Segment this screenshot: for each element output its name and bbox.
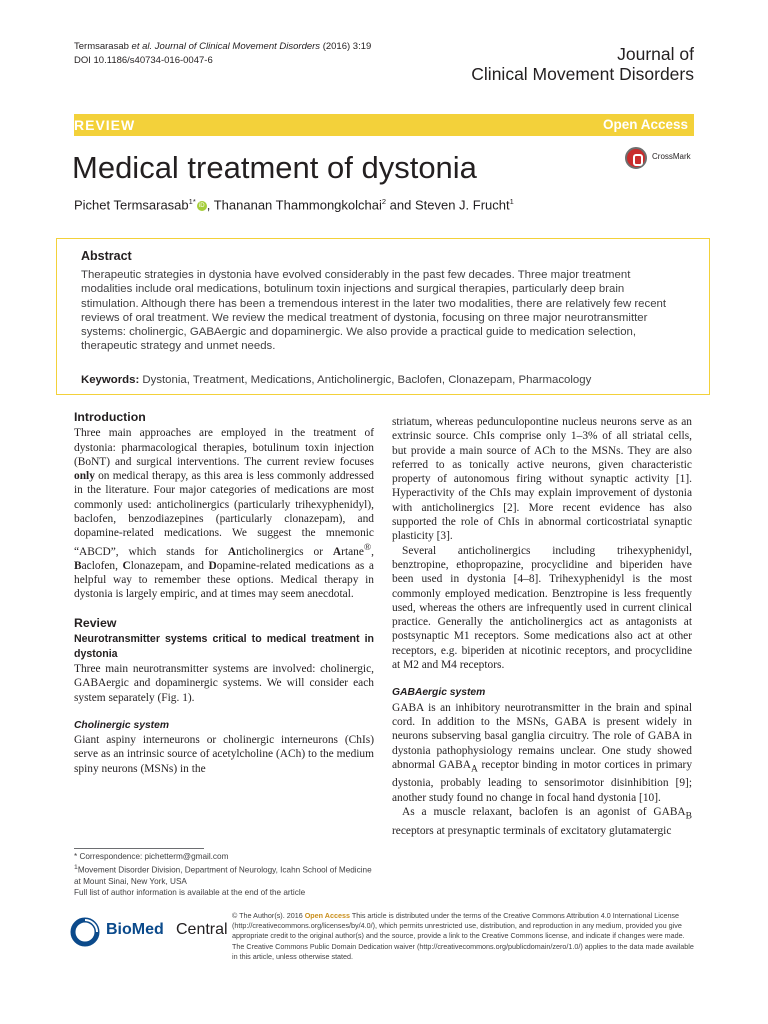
mnemonic-anticholinergics: nticholinergics or: [236, 545, 333, 558]
affiliation-line: [74, 862, 374, 887]
cholinergic-heading: Cholinergic system: [74, 719, 169, 731]
gaba-text-a: GABA is an inhibitory neurotransmitter in the brain and spinal cord. In addition to the MSNs, GABA is present widely in neurons subserving basal ganglia circuitry. The role of GABA in dystonia pathophysiology remains unclear. One study showed abnormal GABA: [392, 701, 692, 771]
orcid-icon[interactable]: iD: [197, 201, 207, 211]
gabaergic-heading: GABAergic system: [392, 687, 486, 699]
biomed-text: BioMed: [106, 921, 164, 938]
correspondence-line[interactable]: * Correspondence: pichetterm@gmail.com: [74, 852, 229, 861]
author-3-affiliation: 1: [509, 197, 514, 206]
biomed-central-logo[interactable]: [70, 915, 240, 955]
mnemonic-c: C: [122, 559, 131, 572]
mnemonic-clonazepam: lonazepam, and: [130, 559, 209, 572]
right-paragraph-1: striatum, whereas pedunculopontine nucleus neurons serve as an extrinsic source. ChIs comprise only 1–3% of all striatal cells, but provide a main source of ACh to the MSNs. They are also referred to as tonically active neurons, given characteristic property of autonomous firing without synaptic activity [1]. Hyperactivity of the ChIs may explain improvement of dystonia with anticholinergics [2]. More recent evidence has also supported the role of ChIs in abnormal corticostriatal synaptic plasticity [3].: [392, 416, 692, 543]
left-column: [74, 410, 374, 776]
biomed-central-icon: [70, 917, 100, 947]
license-body: This article is distributed under the terms of the Creative Commons Attribution 4.0 International License (http://creativecommons.org/licenses/by/4.0/), which permits unrestricted use, distribution, and reproduction in any medium, provided you give appropriate credit to the original author(s) and the source, provide a link to the Creative Commons license, and indicate if changes were made. The Creative Commons Public Domain Dedication waiver (http://creativecommons.org/publicdomain/zero/1.0/) applies to the data made available in this article, unless otherwise stated.: [232, 911, 694, 961]
full-author-info: Full list of author information is available at the end of the article: [74, 887, 306, 897]
footnote-rule: [74, 848, 204, 849]
author-3[interactable]: and Steven J. Frucht: [386, 197, 510, 213]
author-2[interactable]: , Thananan Thammongkolchai: [206, 197, 382, 213]
intro-emphasis-only: only: [74, 470, 95, 483]
journal-name-line2: Clinical Movement Disorders: [471, 64, 694, 84]
crossmark-badge[interactable]: [625, 147, 725, 171]
citation-header: [74, 40, 371, 68]
abstract-heading: Abstract: [81, 249, 132, 263]
baclofen-text-b: receptors at presynaptic terminals of excitatory glutamatergic: [392, 824, 672, 837]
review-paragraph: Three main neurotransmitter systems are involved: cholinergic, GABAergic and dopaminergic systems. We will consider each system separately (Fig. 1).: [74, 662, 374, 704]
mnemonic-a2: A: [332, 545, 342, 558]
mnemonic-dopamine: opamine-related medications as a helpful way to remember these options. Medical therapy in dystonia is largely empiric, and at times may seem anecdotal.: [74, 559, 374, 601]
gaba-subscript-b: B: [685, 811, 692, 822]
citation-journal: et al. Journal of Clinical Movement Disorders: [128, 41, 321, 52]
intro-text-b: on medical therapy, as this area is less commonly addressed in the literature. Four major categories of medications are most commonly used: anticholinergics (particularly trihexyphenidyl), baclofen, benzodiazepines (particularly clonazepam), and dopamine-related medications. We suggest the mnemonic “ABCD”, which stands for: [74, 470, 374, 558]
article-type-banner: [74, 114, 694, 136]
article-type-label: REVIEW: [74, 117, 136, 133]
citation-authors: Termsarasab: [74, 41, 129, 52]
affiliation-text: Movement Disorder Division, Department of Neurology, Icahn School of Medicine at Mount Sinai, New York, USA: [74, 865, 372, 886]
citation-year: (2016) 3:19: [320, 41, 372, 52]
crossmark-icon: [625, 147, 647, 169]
central-text: Central: [176, 921, 228, 938]
mnemonic-a1: A: [227, 545, 237, 558]
baclofen-text-a: As a muscle relaxant, baclofen is an agonist of GABA: [402, 806, 686, 818]
affiliation-number: 1: [74, 864, 78, 871]
keywords-label: Keywords:: [81, 374, 140, 386]
introduction-paragraph: [74, 426, 374, 601]
article-title: Medical treatment of dystonia: [72, 150, 477, 185]
journal-name-line1: Journal of: [617, 44, 694, 64]
license-text: [232, 911, 697, 962]
keywords-list: Dystonia, Treatment, Medications, Anticholinergic, Baclofen, Clonazepam, Pharmacology: [139, 374, 592, 386]
author-1-affiliation: 1*: [188, 197, 196, 206]
right-column: [392, 415, 692, 838]
author-2-affiliation: 2: [381, 197, 387, 206]
mnemonic-comma: ,: [371, 545, 374, 558]
footnotes: [74, 848, 374, 898]
right-paragraph-3: [392, 701, 692, 805]
gaba-text-b: receptor binding in motor cortices in primary dystonia, probably leading to sensorimotor disinhibition [9]; another study found no change in focal hand dystonia [10].: [392, 758, 693, 804]
abstract-box: [56, 238, 710, 395]
mnemonic-d: D: [208, 559, 217, 572]
registered-mark: ®: [363, 542, 372, 553]
author-list: [74, 197, 514, 212]
keywords-line: [81, 374, 691, 386]
right-paragraph-4: [392, 805, 692, 838]
cholinergic-paragraph: Giant aspiny interneurons or cholinergic interneurons (ChIs) serve as an intrinsic source of acetylcholine (ACh) to the medium spiny neurons (MSNs) in the: [74, 734, 374, 775]
gaba-subscript-a: A: [470, 764, 478, 775]
journal-name: [471, 44, 694, 84]
abstract-text: Therapeutic strategies in dystonia have evolved considerably in the past few decades. Three major treatment modalities include oral medications, botulinum toxin injections and surgical therapies, particularly deep brain stimulation. Although there has been a tremendous interest in the later two modalities, there are relatively few recent reviews of oral treatment. We review the medical treatment of dystonia, focusing on three major neurotransmitter systems: cholinergic, GABAergic and dopaminergic. We also provide a practical guide to medication selection, therapeutic strategy and unmet needs.: [81, 269, 667, 353]
open-access-label: Open Access: [602, 117, 688, 132]
review-heading: Review: [74, 615, 117, 630]
mnemonic-baclofen: aclofen,: [81, 559, 123, 572]
mnemonic-b: B: [74, 559, 82, 572]
license-copyright: © The Author(s). 2016: [232, 911, 305, 920]
license-open-access: Open Access: [304, 911, 350, 920]
neurotransmitter-subheading: Neurotransmitter systems critical to medical treatment in dystonia: [74, 632, 374, 660]
intro-text-a: Three main approaches are employed in the treatment of dystonia: pharmacological therapies, botulinum toxin injection (BoNT) and surgical interventions. The current review focuses: [74, 427, 374, 468]
introduction-heading: Introduction: [74, 410, 146, 424]
crossmark-label: CrossMark: [652, 152, 691, 161]
doi-link[interactable]: DOI 10.1186/s40734-016-0047-6: [74, 55, 213, 66]
mnemonic-artane: rtane: [341, 545, 364, 558]
author-1[interactable]: Pichet Termsarasab: [74, 197, 189, 213]
right-paragraph-2: Several anticholinergics including trihexyphenidyl, benztropine, ethopropazine, procyclidine and biperiden have been used in dystonia [4–8]. Trihexyphenidyl is the most commonly employed medication. Benztropine is less frequently used, whereas the others are infrequently used in current clinical practice. Generally the anticholinergics act as antagonists at postsynaptic M1 receptors. Some medications also act at other receptors, e.g. biperiden at nicotinic receptors, and procyclidine at M2 and M4 receptors.: [392, 544, 692, 672]
